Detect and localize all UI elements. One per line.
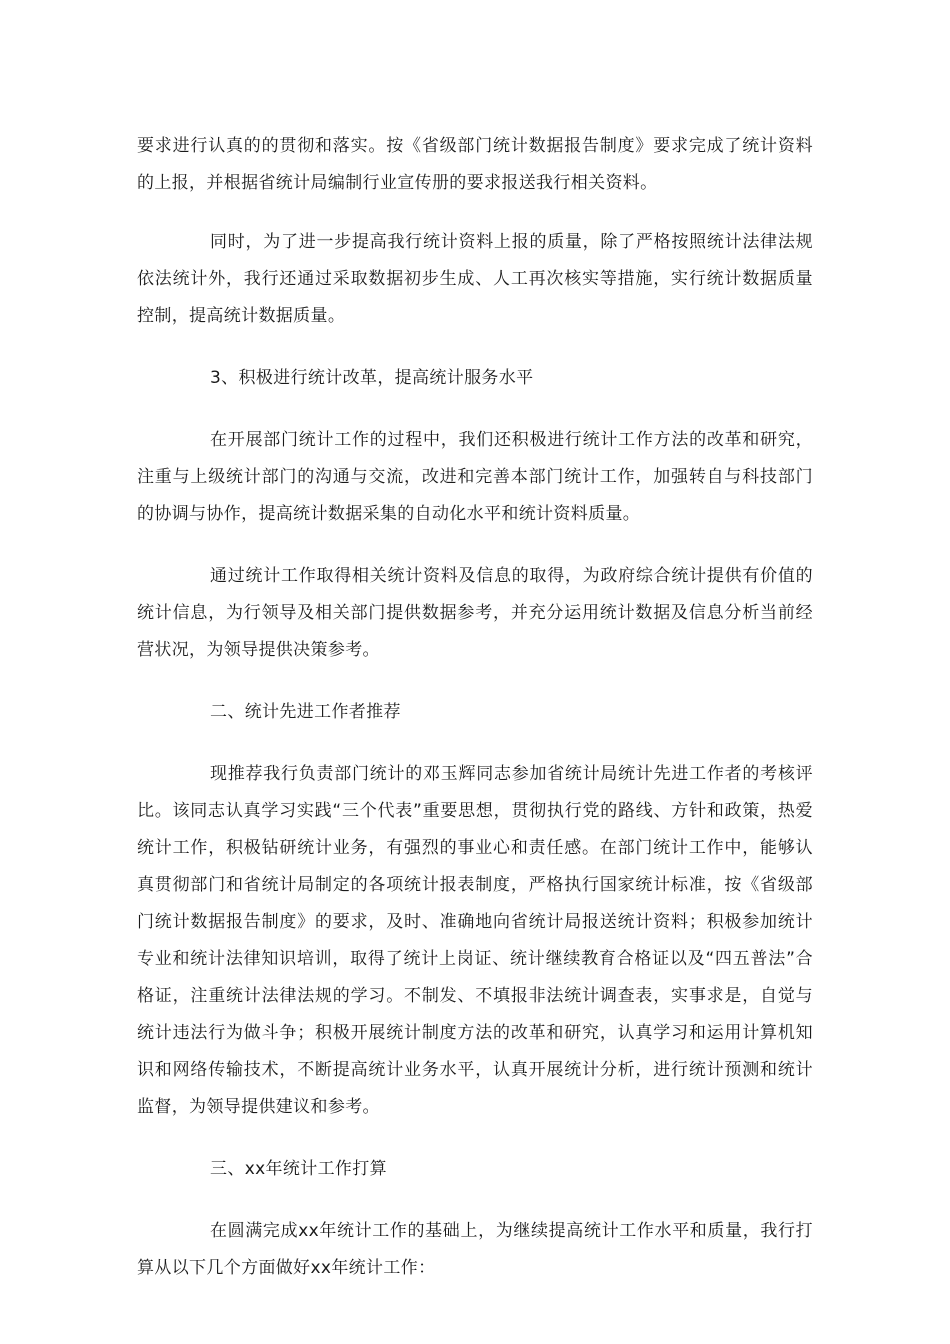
paragraph-plan: 在圆满完成xx年统计工作的基础上，为继续提高统计工作水平和质量，我行打算从以下几个方面做好xx年统计工作： [137, 1221, 813, 1278]
section-heading-plan: 三、xx年统计工作打算 [210, 1159, 387, 1179]
paragraph-reform-research: 在开展部门统计工作的过程中，我们还积极进行统计工作方法的改革和研究，注重与上级统计部门的沟通与交流，改进和完善本部门统计工作，加强转自与科技部门的协调与协作，提高统计数据采集的自动化水平和统计资料质量。 [137, 430, 813, 524]
paragraph-data-quality: 同时，为了进一步提高我行统计资料上报的质量，除了严格按照统计法律法规依法统计外，我行还通过采取数据初步生成、人工再次核实等措施，实行统计数据质量控制，提高统计数据质量。 [137, 232, 813, 326]
paragraph-recommendation: 现推荐我行负责部门统计的邓玉辉同志参加省统计局统计先进工作者的考核评比。该同志认真学习实践“三个代表”重要思想，贯彻执行党的路线、方针和政策，热爱统计工作，积极钻研统计业务，有强烈的事业心和责任感。在部门统计工作中，能够认真贯彻部门和省统计局制定的各项统计报表制度，严格执行国家统计标准，按《省级部门统计数据报告制度》的要求，及时、准确地向省统计局报送统计资料；积极参加统计专业和统计法律知识培训，取得了统计上岗证、统计继续教育合格证以及“四五普法”合格证，注重统计法律法规的学习。不制发、不填报非法统计调查表，实事求是，自觉与统计违法行为做斗争；积极开展统计制度方法的改革和研究，认真学习和运用计算机知识和网络传输技术，不断提高统计业务水平，认真开展统计分析，进行统计预测和统计监督，为领导提供建议和参考。 [137, 764, 813, 1117]
section-heading-reform: 3、积极进行统计改革，提高统计服务水平 [210, 368, 534, 388]
paragraph-statistical-info: 通过统计工作取得相关统计资料及信息的取得，为政府综合统计提供有价值的统计信息，为行领导及相关部门提供数据参考，并充分运用统计数据及信息分析当前经营状况，为领导提供决策参考。 [137, 566, 813, 660]
paragraph-continuation: 要求进行认真的的贯彻和落实。按《省级部门统计数据报告制度》要求完成了统计资料的上报，并根据省统计局编制行业宣传册的要求报送我行相关资料。 [137, 136, 813, 193]
section-heading-recommendation: 二、统计先进工作者推荐 [210, 702, 401, 722]
document-body [137, 128, 813, 1312]
